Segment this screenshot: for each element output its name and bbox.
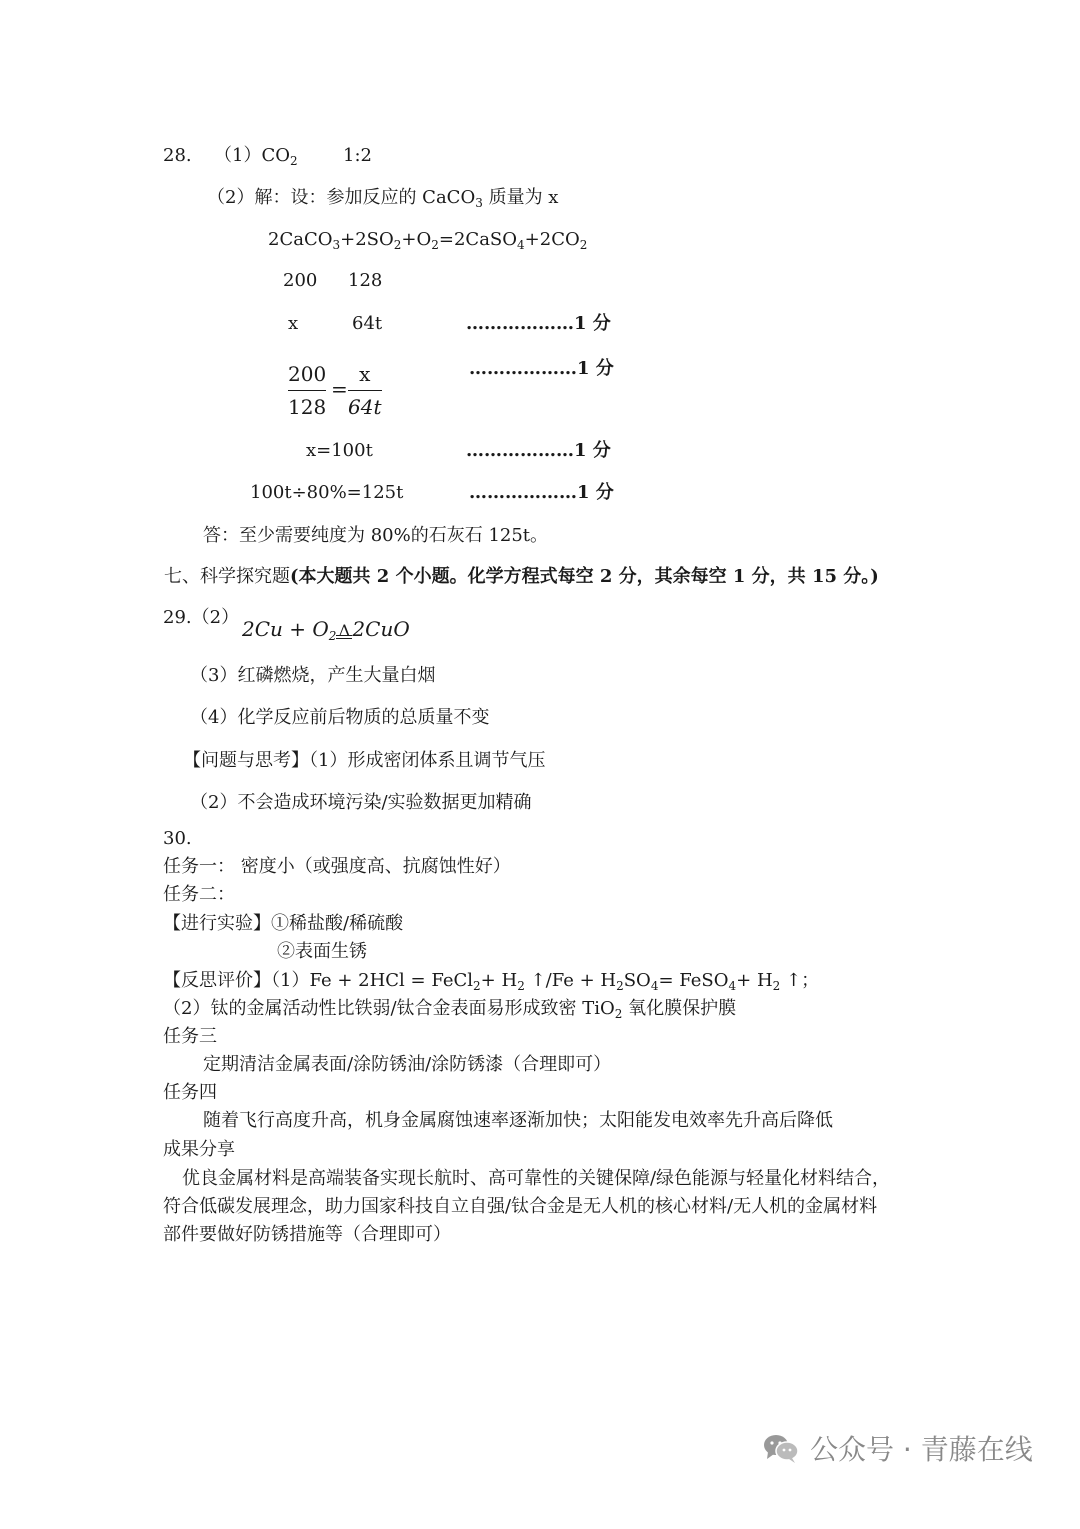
q29-number: 29.（2） (163, 607, 240, 628)
watermark-text: 公众号 · 青藤在线 (810, 1433, 1033, 1466)
heat-delta-icon: Δ (336, 617, 352, 641)
q30-share-line2: 符合低碳发展理念，助力国家科技自立自强/钛合金是无人机的核心材料/无人机的金属材料 (163, 1196, 878, 1217)
q28-ratio-row1-a: 200 (283, 270, 318, 291)
q29-part3: （3）红磷燃烧，产生大量白烟 (190, 665, 436, 686)
q30-reflection-2: （2）钛的金属活动性比铁弱/钛合金表面易形成致密 TiO$_2$ 氧化膜保护膜 (163, 998, 737, 1021)
q30-experiment-1: 【进行实验】①稀盐酸/稀硫酸 (163, 913, 404, 934)
q30-task1: 任务一： 密度小（或强度高、抗腐蚀性好） (163, 856, 511, 877)
q30-task4: 任务四 (163, 1082, 217, 1103)
q28-part2-setup: （2）解：设：参加反应的 CaCO$_3$ 质量为 x (207, 187, 559, 210)
q28-score-1: ………………1 分 (466, 313, 611, 334)
q30-task4-body: 随着飞行高度升高，机身金属腐蚀速率逐渐加快；太阳能发电效率先升高后降低 (203, 1110, 833, 1131)
q29-formula: $2Cu + O_2$ Δ 2CuO (242, 617, 410, 643)
q30-number: 30. (163, 828, 192, 849)
q30-share-line3: 部件要做好防锈措施等（合理即可） (163, 1224, 451, 1245)
q29-question-think-1: 【问题与思考】（1）形成密闭体系且调节气压 (183, 750, 546, 771)
q28-score-2: ………………1 分 (469, 358, 614, 379)
q30-experiment-2: ②表面生锈 (277, 941, 367, 962)
q30-share-heading: 成果分享 (163, 1139, 235, 1160)
q28-number: 28. (163, 145, 192, 166)
q28-x-result: x=100t (306, 440, 373, 461)
q28-part1: $(1)CO_2$ (214, 145, 298, 168)
watermark (762, 1428, 1033, 1468)
q28-ratio-row2-b: 64t (352, 313, 383, 334)
q28-ratio-row1-b: 128 (348, 270, 383, 291)
q30-share-line1: 优良金属材料是高端装备实现长航时、高可靠性的关键保障/绿色能源与轻量化材料结合， (182, 1168, 891, 1189)
q30-task3-body: 定期清洁金属表面/涂防锈油/涂防锈漆（合理即可） (203, 1054, 612, 1075)
q30-reflection-1: 【反思评价】（1）Fe + 2HCl = FeCl$_2$+ $H_2$ ↑/Fe + $H_2SO_4=$ FeSO$_4$+ $H_2$ ↑； (163, 970, 820, 993)
q29-question-think-2: （2）不会造成环境污染/实验数据更加精确 (190, 792, 532, 813)
wechat-icon (762, 1432, 800, 1464)
q30-task3: 任务三 (163, 1026, 217, 1047)
section7-heading: 七、科学探究题(本大题共 2 个小题。化学方程式每空 2 分，其余每空 1 分，共 15 分。) (164, 566, 879, 587)
q28-purity-calc: 100t÷80%=125t (250, 482, 404, 503)
q28-fraction-equals: = (331, 377, 348, 401)
q30-task2: 任务二： (163, 884, 235, 905)
q28-answer: 答：至少需要纯度为 80%的石灰石 125t。 (203, 525, 549, 546)
q28-fraction-right: x 64t (348, 362, 382, 419)
q28-fraction-left: 200 128 (288, 362, 327, 419)
q28-ratio-row2-a: x (288, 313, 299, 334)
q28-equation: $2CaCO_3+2SO_2+O_2=2CaSO_4+2CO_2$ (268, 229, 588, 252)
q28-score-3: ………………1 分 (466, 440, 611, 461)
q28-score-4: ………………1 分 (469, 482, 614, 503)
q29-part4: （4）化学反应前后物质的总质量不变 (190, 707, 490, 728)
q28-ratio: 1:2 (343, 145, 372, 166)
